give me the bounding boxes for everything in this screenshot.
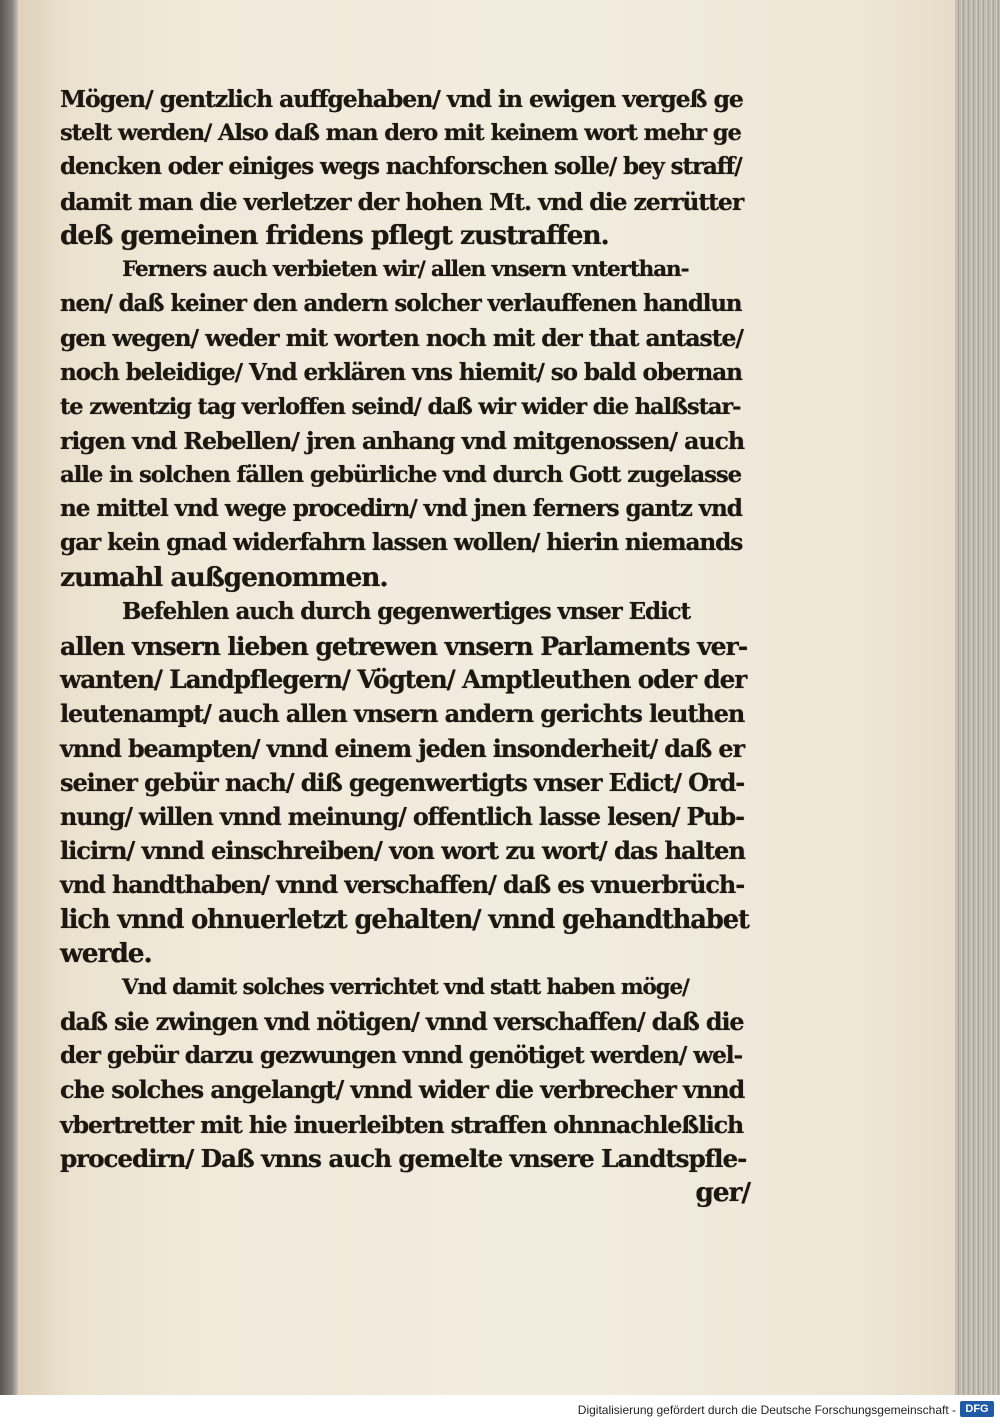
text-line: allen vnsern lieben getrewen vnsern Parlaments ver-	[60, 631, 748, 661]
footer-bar	[0, 1395, 1000, 1425]
dfg-logo-icon: DFG	[960, 1401, 994, 1417]
text-line: wanten/ Landpflegern/ Vögten/ Amptleuthen oder der	[60, 665, 747, 695]
text-line: noch beleidige/ Vnd erklären vns hiemit/ so bald obernan	[60, 358, 742, 386]
text-line: te zwentzig tag verloffen seind/ daß wir wider die halßstar-	[60, 393, 741, 420]
text-line: daß sie zwingen vnd nötigen/ vnnd verschaffen/ daß die	[60, 1008, 744, 1037]
text-line: ne mittel vnd wege procedirn/ vnd jnen ferners gantz vnd	[60, 495, 742, 523]
text-line: leutenampt/ auch allen vnsern andern gerichts leuthen	[60, 700, 745, 729]
text-line: der gebür darzu gezwungen vnnd genötiget werden/ wel-	[60, 1042, 743, 1070]
text-line: Vnd damit solches verrichtet vnd statt haben möge/	[122, 974, 689, 1000]
text-line: stelt werden/ Also daß man dero mit keinem wort mehr ge	[60, 120, 741, 147]
text-line: Mögen/ gentzlich auffgehaben/ vnd in ewigen vergeß ge	[60, 85, 743, 113]
text-line: vbertretter mit hie inuerleibten straffen ohnnachleßlich	[60, 1110, 744, 1139]
text-line: dencken oder einiges wegs nachforschen solle/ bey straff/	[60, 153, 742, 181]
text-line: che solches angelangt/ vnnd wider die verbrecher vnnd	[60, 1075, 745, 1105]
text-line: nung/ willen vnnd meinung/ offentlich lasse lesen/ Pub-	[60, 802, 744, 831]
text-line: lich vnnd ohnuerletzt gehalten/ vnnd gehandthabet	[60, 904, 749, 935]
page-stack-edge	[955, 0, 1000, 1395]
text-line: seiner gebür nach/ diß gegenwertigts vnser Edict/ Ord-	[60, 767, 745, 797]
text-line: rigen vnd Rebellen/ jren anhang vnd mitgenossen/ auch	[60, 426, 744, 455]
text-line: werde.	[60, 937, 152, 969]
funding-notice: Digitalisierung gefördert durch die Deutsche Forschungsgemeinschaft -	[577, 1403, 956, 1417]
text-line: Befehlen auch durch gegenwertiges vnser Edict	[122, 597, 691, 625]
body-text	[60, 82, 750, 1210]
text-line: vnnd beampten/ vnnd einem jeden insonderheit/ daß er	[60, 734, 744, 763]
text-line: alle in solchen fällen gebürliche vnd durch Gott zugelasse	[60, 462, 742, 489]
catchword: ger/	[695, 1177, 750, 1208]
text-line: gen wegen/ weder mit worten noch mit der that antaste/	[60, 324, 743, 353]
text-line: Ferners auch verbieten wir/ allen vnsern vnterthan-	[122, 256, 689, 282]
text-line: vnd handthaben/ vnnd verschaffen/ daß es vnuerbrüch-	[60, 871, 745, 900]
text-line: gar kein gnad widerfahrn lassen wollen/ hierin niemands	[60, 529, 743, 557]
text-line: deß gemeinen fridens pflegt zustraffen.	[60, 219, 609, 251]
text-line: licirn/ vnnd einschreiben/ von wort zu wort/ das halten	[60, 836, 745, 866]
text-line: damit man die verletzer der hohen Mt. vnd die zerrütter	[60, 187, 744, 216]
binding-edge	[0, 0, 18, 1395]
text-line: procedirn/ Daß vnns auch gemelte vnsere Landtspfle-	[60, 1143, 747, 1173]
text-line: nen/ daß keiner den andern solcher verlauffenen handlun	[60, 291, 742, 318]
text-line: zumahl außgenommen.	[60, 561, 388, 593]
